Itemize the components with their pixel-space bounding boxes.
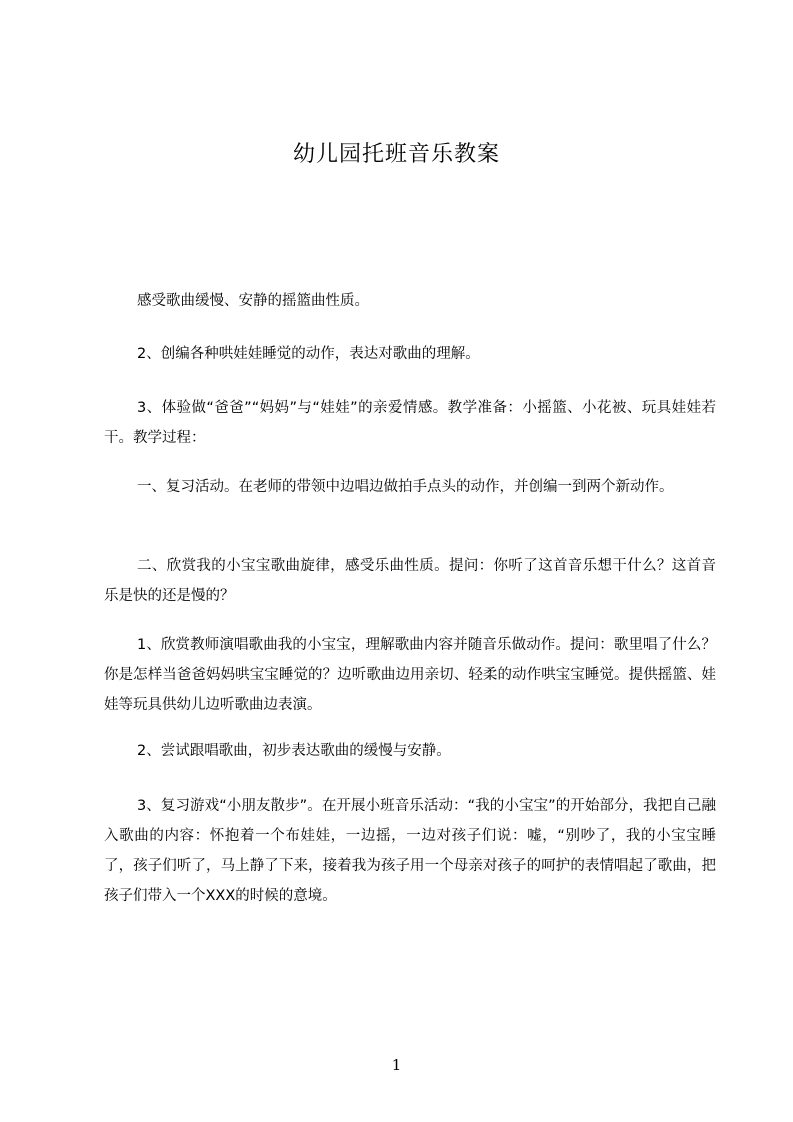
paragraph-5: 二、欣赏我的小宝宝歌曲旋律，感受乐曲性质。提问：你听了这首音乐想干什么？这首音乐是快的还是慢的？ [104, 558, 716, 604]
paragraph-1: 感受歌曲缓慢、安静的摇篮曲性质。 [137, 293, 369, 309]
paragraph-8: 3、复习游戏“小朋友散步”。在开展小班音乐活动：“我的小宝宝”的开始部分，我把自己融入歌曲的内容：怀抱着一个布娃娃，一边摇，一边对孩子们说：嘘，“别吵了，我的小宝宝睡了，孩子们听了，马上静了下来，接着我为孩子用一个母亲对孩子的呵护的表情唱起了歌曲，把孩子们带入一个XXX的时候的意境。 [104, 798, 716, 904]
page-number: 1 [391, 1056, 402, 1074]
paragraph-3: 3、体验做“爸爸”“妈妈”与“娃娃”的亲爱情感。教学准备：小摇篮、小花被、玩具娃娃若干。教学过程： [104, 400, 716, 446]
paragraph-2: 2、创编各种哄娃娃睡觉的动作，表达对歌曲的理解。 [137, 346, 480, 362]
paragraph-6: 1、欣赏教师演唱歌曲我的小宝宝，理解歌曲内容并随音乐做动作。提问：歌里唱了什么？你是怎样当爸爸妈妈哄宝宝睡觉的？边听歌曲边用亲切、轻柔的动作哄宝宝睡觉。提供摇篮、娃娃等玩具供幼儿边听歌曲边表演。 [104, 637, 716, 713]
paragraph-4: 一、复习活动。在老师的带领中边唱边做拍手点头的动作，并创编一到两个新动作。 [137, 479, 674, 495]
document-title: 幼儿园托班音乐教案 [292, 142, 500, 167]
paragraph-7: 2、尝试跟唱歌曲，初步表达歌曲的缓慢与安静。 [137, 743, 451, 759]
